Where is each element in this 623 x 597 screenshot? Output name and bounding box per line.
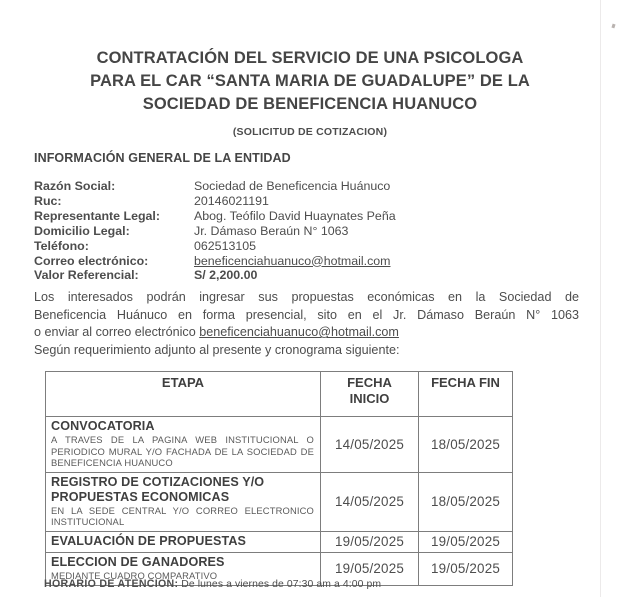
email-link[interactable]: beneficenciahuanuco@hotmail.com: [194, 253, 391, 268]
body-paragraph: [34, 289, 579, 359]
page-title-line-2: PARA EL CAR “SANTA MARIA DE GUADALUPE” DE LA: [90, 72, 530, 90]
entity-section-heading: INFORMACIÓN GENERAL DE LA ENTIDAD: [34, 151, 291, 165]
info-row-domicilio-legal: [34, 224, 464, 239]
schedule-header-row: [46, 372, 513, 417]
body-line-4: Según requerimiento adjunto al presente y cronograma siguiente:: [34, 342, 400, 357]
page-title-line-1: CONTRATACIÓN DEL SERVICIO DE UNA PSICOLOGA: [96, 49, 524, 67]
info-label-razon-social: Razón Social:: [34, 179, 116, 193]
scan-edge-artifact: [600, 0, 601, 597]
schedule-fecha-inicio: 19/05/2025: [321, 552, 419, 585]
info-value-ruc: 20146021191: [194, 193, 269, 208]
schedule-etapa-evaluacion-propuestas: [46, 531, 321, 552]
info-row-ruc: [34, 194, 464, 209]
schedule-header-fecha-inicio-line2: INICIO: [349, 391, 390, 406]
info-row-razon-social: [34, 179, 464, 194]
info-value-representante-legal: Abog. Teófilo David Huaynates Peña: [194, 208, 396, 223]
schedule-fecha-inicio: 14/05/2025: [321, 417, 419, 473]
schedule-fecha-fin: 18/05/2025: [419, 472, 513, 531]
schedule-header-fecha-inicio-line1: FECHA: [347, 375, 392, 390]
body-line-1: Los interesados podrán ingresar sus propuestas económicas en la Sociedad de: [34, 290, 579, 304]
body-email-link[interactable]: beneficenciahuanuco@hotmail.com: [199, 325, 399, 340]
table-row: [46, 472, 513, 531]
table-row: [46, 417, 513, 473]
schedule-header-fecha-fin: FECHA FIN: [419, 372, 513, 417]
etapa-description: EN LA SEDE CENTRAL Y/O CORREO ELECTRONICO INSTITUCIONAL: [51, 504, 314, 528]
schedule-fecha-fin: 19/05/2025: [419, 552, 513, 585]
info-row-valor-referencial: [34, 268, 464, 283]
etapa-title: ELECCION DE GANADORES: [51, 554, 225, 569]
info-label-valor-referencial: Valor Referencial:: [34, 268, 139, 283]
footer-schedule-note: [44, 578, 381, 590]
body-line-3: [34, 324, 579, 342]
info-label-ruc: Ruc:: [34, 193, 62, 208]
footer-text: De lunes a viernes de 07:30 am a 4:00 pm: [178, 579, 382, 590]
schedule-table: [45, 371, 513, 586]
info-value-correo-electronico: [194, 254, 464, 269]
etapa-description: MEDIANTE CUADRO COMPARATIVO: [51, 569, 218, 581]
footer-label: HORARIO DE ATENCION:: [44, 578, 179, 590]
info-label-domicilio-legal: Domicilio Legal:: [34, 223, 130, 238]
etapa-title: CONVOCATORIA: [51, 419, 155, 433]
etapa-title: REGISTRO DE COTIZACIONES Y/O PROPUESTAS ECONOMICAS: [51, 474, 265, 504]
scan-speck-artifact: [611, 24, 615, 29]
body-line-2: Beneficencia Huánuco en forma presencial, sito en el Jr. Dámaso Beraún N° 1063: [34, 307, 579, 322]
info-value-valor-referencial: S/ 2,200.00: [194, 268, 258, 283]
info-label-telefono: Teléfono:: [34, 238, 89, 253]
info-label-representante-legal: Representante Legal:: [34, 208, 161, 223]
body-line-3-prefix: o enviar al correo electrónico: [34, 325, 200, 340]
info-label-correo-electronico: Correo electrónico:: [34, 253, 149, 268]
etapa-title: EVALUACIÓN DE PROPUESTAS: [51, 533, 247, 548]
schedule-fecha-inicio: 14/05/2025: [321, 472, 419, 531]
schedule-etapa-registro-cotizaciones: [46, 472, 321, 531]
schedule-fecha-inicio: 19/05/2025: [321, 531, 419, 552]
schedule-fecha-fin: 18/05/2025: [419, 417, 513, 473]
info-row-correo-electronico: [34, 254, 464, 269]
info-row-telefono: [34, 239, 464, 254]
page-subtitle: (SOLICITUD DE COTIZACION): [232, 126, 388, 138]
schedule-header-fecha-inicio: [321, 372, 419, 417]
info-value-domicilio-legal: Jr. Dámaso Beraún N° 1063: [194, 223, 349, 238]
etapa-description: A TRAVES DE LA PAGINA WEB INSTITUCIONAL O PERIODICO MURAL Y/O FACHADA DE LA SOCIEDAD DE BENEFICENCIA HUANUCO: [51, 434, 314, 469]
table-row: [46, 531, 513, 552]
page-title-line-3: SOCIEDAD DE BENEFICENCIA HUANUCO: [142, 95, 478, 113]
entity-info-table: [34, 179, 464, 283]
info-value-razon-social: Sociedad de Beneficencia Huánuco: [194, 179, 391, 193]
schedule-etapa-convocatoria: [46, 417, 321, 473]
schedule-header-etapa: ETAPA: [46, 372, 321, 417]
info-row-representante-legal: [34, 209, 464, 224]
page-title: [36, 47, 584, 116]
info-value-telefono: 062513105: [194, 238, 257, 253]
schedule-fecha-fin: 19/05/2025: [419, 531, 513, 552]
